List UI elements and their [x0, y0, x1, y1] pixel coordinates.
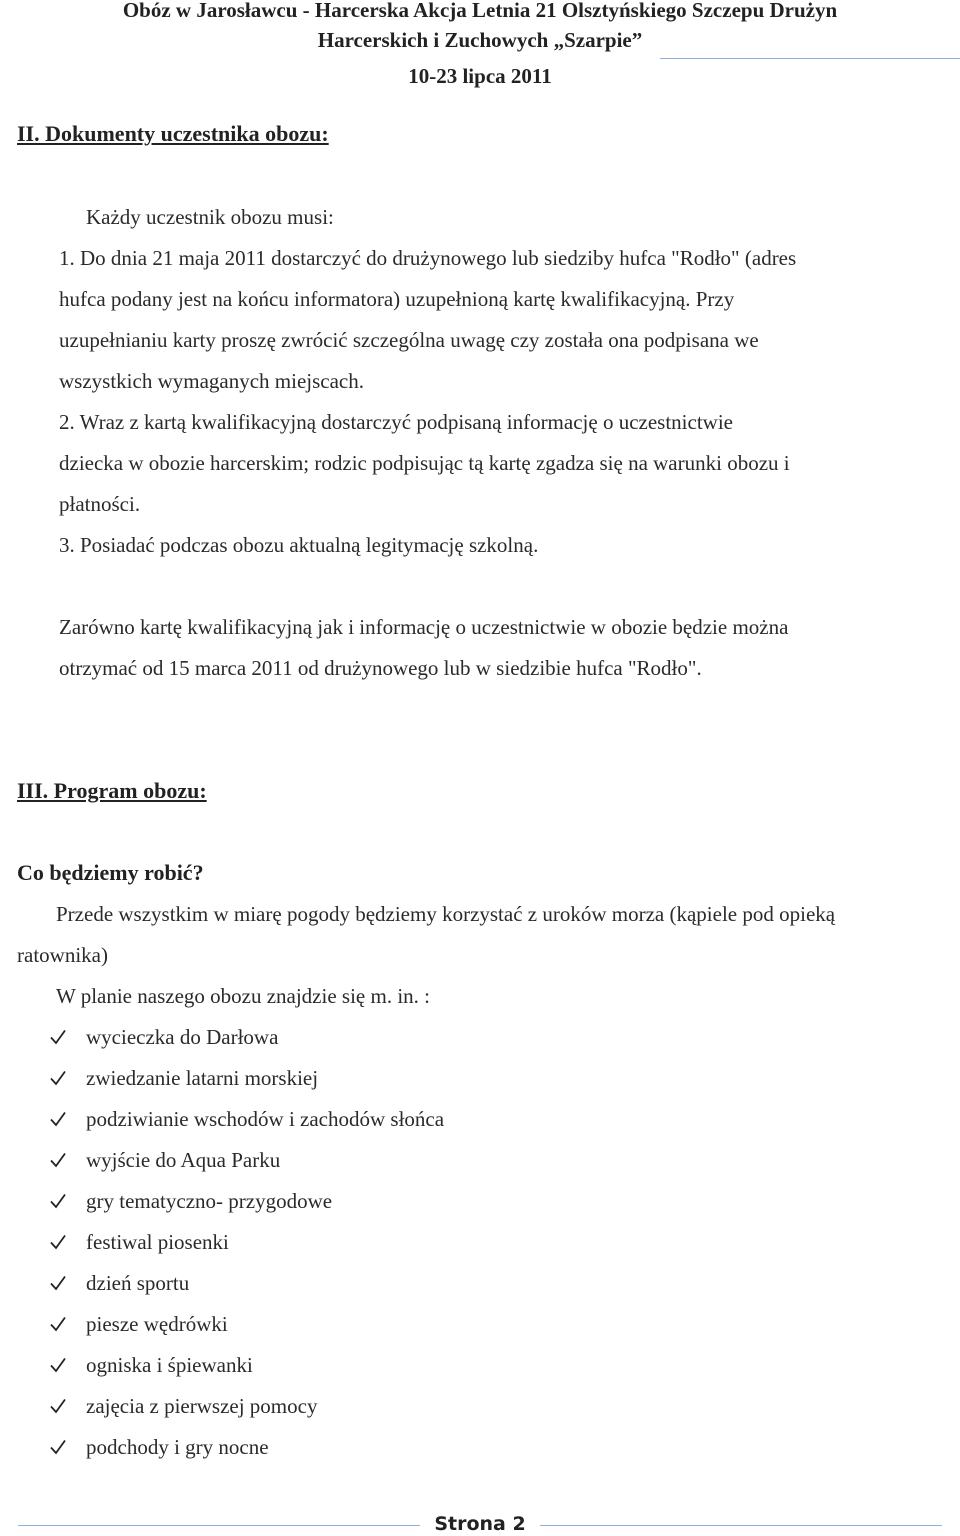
checkmark-icon [50, 1152, 66, 1168]
program-item: festiwal piosenki [86, 1230, 229, 1254]
section-2-line: uzupełnianiu karty proszę zwrócić szczególna uwagę czy została ona podpisana we [59, 328, 759, 352]
section-3-paragraph-cont: ratownika) [17, 943, 108, 967]
program-item: wyjście do Aqua Parku [86, 1148, 281, 1172]
program-item: dzień sportu [86, 1271, 190, 1295]
checkmark-icon [50, 1316, 66, 1332]
section-2-line: 3. Posiadać podczas obozu aktualną legitymację szkolną. [59, 533, 539, 557]
section-2-line: dziecka w obozie harcerskim; rodzic podpisując tą kartę zgadza się na warunki obozu i [59, 451, 790, 475]
program-item: ogniska i śpiewanki [86, 1353, 253, 1377]
program-item: zwiedzanie latarni morskiej [86, 1066, 319, 1090]
program-item: piesze wędrówki [86, 1312, 228, 1336]
header-date: 10-23 lipca 2011 [408, 64, 552, 88]
page-number-footer [0, 1512, 960, 1536]
section-2-note-line: Zarówno kartę kwalifikacyjną jak i informację o uczestnictwie w obozie będzie można [59, 615, 789, 639]
section-3-subtitle: Co będziemy robić? [17, 860, 204, 885]
checkmark-icon [50, 1070, 66, 1086]
header-title-line1: Obóz w Jarosławcu - Harcerska Akcja Letnia 21 Olsztyńskiego Szczepu Drużyn [122, 0, 838, 22]
header-rule [660, 58, 960, 59]
program-item: wycieczka do Darłowa [86, 1025, 279, 1049]
section-3-title: III. Program obozu: [17, 778, 207, 803]
section-2-line: 1. Do dnia 21 maja 2011 dostarczyć do drużynowego lub siedziby hufca "Rodło" (adres [59, 246, 797, 270]
section-2-line: 2. Wraz z kartą kwalifikacyjną dostarczyć podpisaną informację o uczestnictwie [59, 410, 733, 434]
page-number: Strona 2 [424, 1513, 535, 1535]
program-item: podchody i gry nocne [86, 1435, 269, 1459]
program-item: podziwianie wschodów i zachodów słońca [86, 1107, 445, 1131]
program-item: zajęcia z pierwszej pomocy [86, 1394, 318, 1418]
section-2-note-line: otrzymać od 15 marca 2011 od drużynowego lub w siedzibie hufca "Rodło". [59, 656, 702, 680]
header-title-line2: Harcerskich i Zuchowych „Szarpie” [317, 28, 643, 52]
section-2-line: hufca podany jest na końcu informatora) uzupełnioną kartę kwalifikacyjną. Przy [59, 287, 735, 311]
section-2-title: II. Dokumenty uczestnika obozu: [17, 121, 329, 146]
program-item: gry tematyczno- przygodowe [86, 1189, 333, 1213]
checkmark-icon [50, 1234, 66, 1250]
checkmark-icon [50, 1029, 66, 1045]
section-2-line: płatności. [59, 492, 141, 516]
checkmark-icon [50, 1398, 66, 1414]
checkmark-icon [50, 1111, 66, 1127]
checkmark-icon [50, 1357, 66, 1373]
checkmark-icon [50, 1275, 66, 1291]
section-2-line: wszystkich wymaganych miejscach. [59, 369, 364, 393]
section-3-paragraph: Przede wszystkim w miarę pogody będziemy korzystać z uroków morza (kąpiele pod opieką [56, 902, 836, 926]
section-3-plan-intro: W planie naszego obozu znajdzie się m. in. : [56, 984, 430, 1008]
checkmark-icon [50, 1439, 66, 1455]
section-2-intro: Każdy uczestnik obozu musi: [86, 205, 334, 229]
checkmark-icon [50, 1193, 66, 1209]
